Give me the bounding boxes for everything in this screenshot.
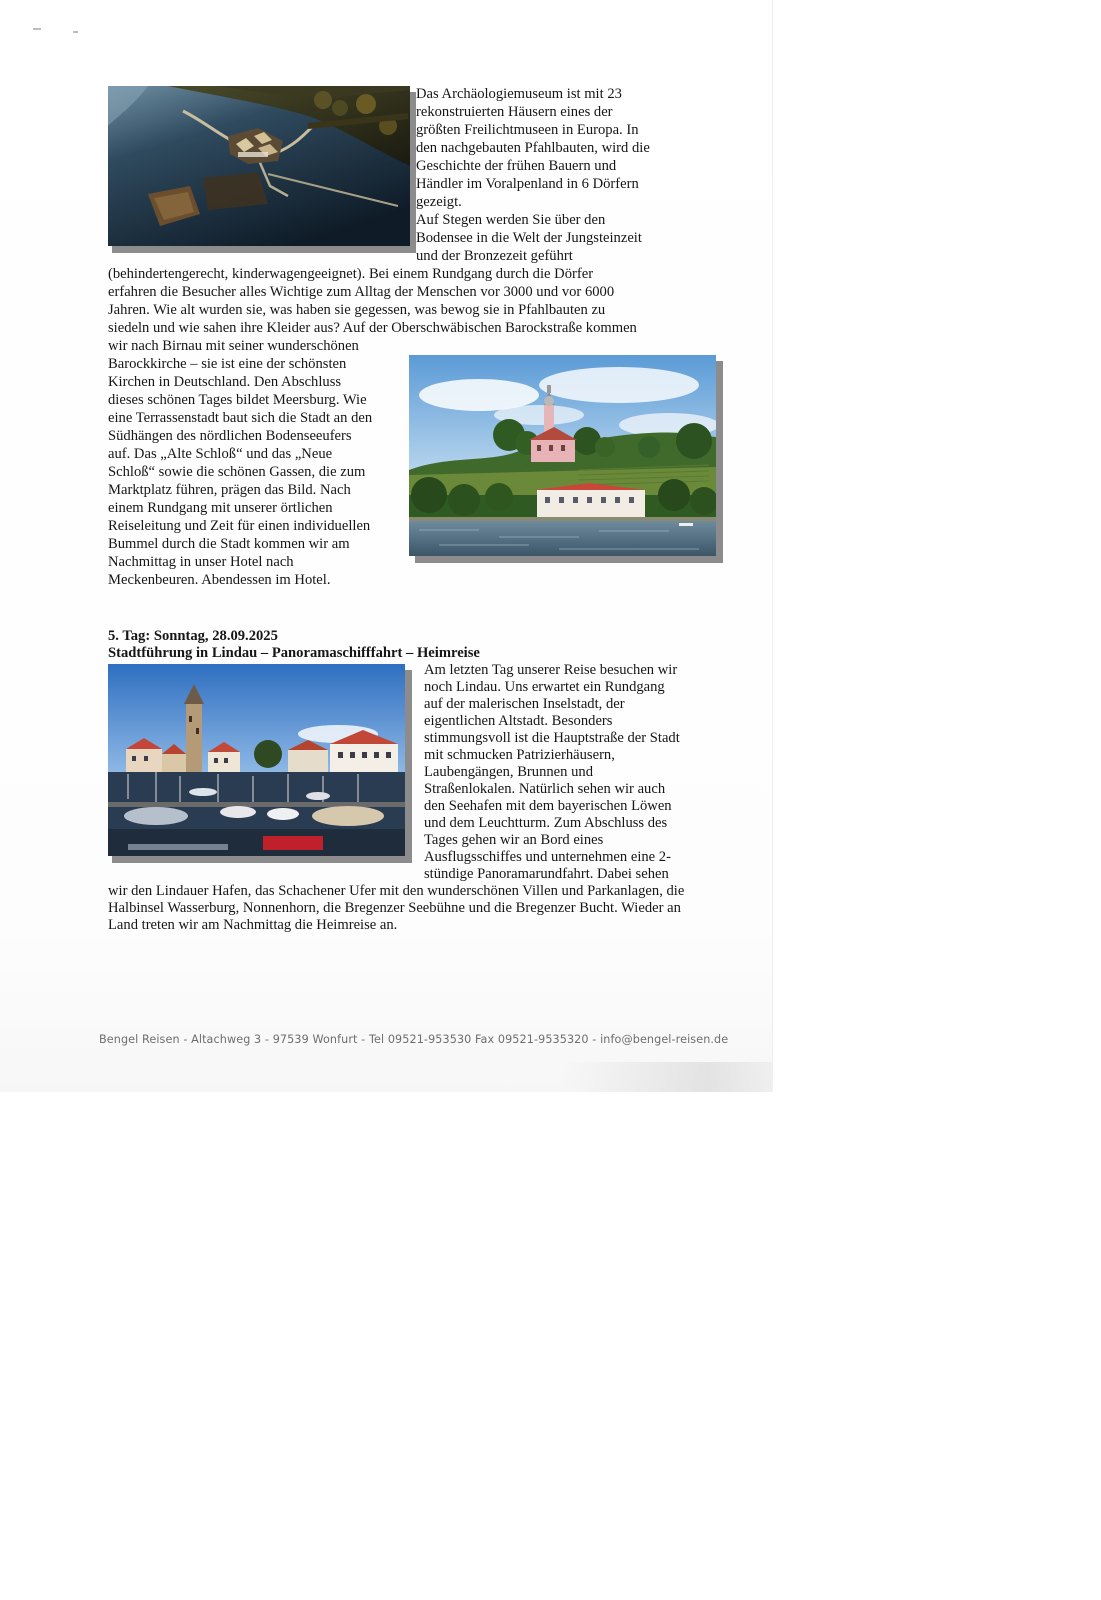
- scan-mark: [33, 28, 41, 30]
- birnau-text-line: Kirchen in Deutschland. Den Abschluss: [108, 374, 342, 390]
- museum-text-full-line: erfahren die Besucher alles Wichtige zum Alltag der Menschen vor 3000 und vor 6000: [108, 284, 615, 300]
- birnau-text-line: wir nach Birnau mit seiner wunderschönen: [108, 338, 359, 354]
- photo-shadow: [415, 556, 723, 563]
- day5-text-line: Straßenlokalen. Natürlich sehen wir auch: [424, 781, 666, 797]
- day5-text-line: und dem Leuchtturm. Zum Abschluss des: [424, 815, 668, 831]
- day5-text-line: mit schmucken Patrizierhäusern,: [424, 747, 615, 763]
- museum-text-line: Geschichte der frühen Bauern und: [416, 158, 617, 174]
- birnau-text-line: Barockkirche – sie ist eine der schönsten: [108, 356, 347, 372]
- birnau-text-line: einem Rundgang mit unserer örtlichen: [108, 500, 333, 516]
- day5-text-line: stimmungsvoll ist die Hauptstraße der Stadt: [424, 730, 680, 746]
- birnau-text-line: Schloß“ sowie die schönen Gassen, die zum: [108, 464, 366, 480]
- museum-text-line: rekonstruierten Häusern eines der: [416, 104, 613, 120]
- photo-shadow: [112, 856, 412, 863]
- day5-text-line: den Seehafen mit dem bayerischen Löwen: [424, 798, 672, 814]
- museum-text-line: größten Freilichtmuseen in Europa. In: [416, 122, 639, 138]
- birnau-text-line: Marktplatz führen, prägen das Bild. Nach: [108, 482, 351, 498]
- museum-text-full-line: (behindertengerecht, kinderwagengeeignet). Bei einem Rundgang durch die Dörfer: [108, 266, 594, 282]
- footer-contact: Bengel Reisen - Altachweg 3 - 97539 Wonfurt - Tel 09521-953530 Fax 09521-9535320 - info@bengel-reisen.de: [99, 1033, 729, 1046]
- museum-text-full-line: siedeln und wie sahen ihre Kleider aus? Auf der Oberschwäbischen Barockstraße kommen: [108, 320, 637, 336]
- day5-text-line: Ausflugsschiffes und unternehmen eine 2-: [424, 849, 671, 865]
- photo-shadow: [716, 361, 723, 563]
- birnau-text-line: auf. Das „Alte Schloß“ und das „Neue: [108, 446, 333, 462]
- birnau-text-line: dieses schönen Tages bildet Meersburg. Wie: [108, 392, 367, 408]
- day5-text-full-line: wir den Lindauer Hafen, das Schachener Ufer mit den wunderschönen Villen und Parkanlagen, die: [108, 883, 685, 899]
- museum-text-line: Händler im Voralpenland in 6 Dörfern: [416, 176, 639, 192]
- museum-text-line: Bodensee in die Welt der Jungsteinzeit: [416, 230, 642, 246]
- day5-text-line: Am letzten Tag unserer Reise besuchen wir: [424, 662, 678, 678]
- museum-text-full-line: Jahren. Wie alt wurden sie, was haben sie gegessen, was bewog sie in Pfahlbauten zu: [108, 302, 606, 318]
- day5-text-line: noch Lindau. Uns erwartet ein Rundgang: [424, 679, 665, 695]
- lindau-photo: [108, 664, 405, 856]
- birnau-text-line: Bummel durch die Stadt kommen wir am: [108, 536, 350, 552]
- birnau-text-line: eine Terrassenstadt baut sich die Stadt an den: [108, 410, 373, 426]
- birnau-text-line: Südhängen des nördlichen Bodenseeufers: [108, 428, 352, 444]
- photo-shadow: [405, 670, 412, 863]
- photo-shadow: [112, 245, 416, 253]
- day5-text-line: eigentlichen Altstadt. Besonders: [424, 713, 613, 729]
- museum-text-line: Auf Stegen werden Sie über den: [416, 212, 606, 228]
- birnau-photo: [409, 355, 716, 556]
- day5-text-full-line: Land treten wir am Nachmittag die Heimreise an.: [108, 917, 398, 933]
- day5-subheading: Stadtführung in Lindau – Panoramaschifffahrt – Heimreise: [108, 645, 480, 661]
- birnau-text-line: Nachmittag in unser Hotel nach: [108, 554, 294, 570]
- scan-mark: [73, 31, 78, 33]
- museum-text-line: und der Bronzezeit geführt: [416, 248, 573, 264]
- day5-text-line: Laubengängen, Brunnen und: [424, 764, 593, 780]
- day5-heading: 5. Tag: Sonntag, 28.09.2025: [108, 628, 278, 644]
- birnau-text-line: Meckenbeuren. Abendessen im Hotel.: [108, 572, 331, 588]
- museum-text-line: gezeigt.: [416, 194, 462, 210]
- birnau-text-line: Reiseleitung und Zeit für einen individuellen: [108, 518, 371, 534]
- day5-text-line: stündige Panoramarundfahrt. Dabei sehen: [424, 866, 669, 882]
- day5-text-line: auf der malerischen Inselstadt, der: [424, 696, 625, 712]
- day5-text-full-line: Halbinsel Wasserburg, Nonnenhorn, die Bregenzer Seebühne und die Bregenzer Bucht. Wieder an: [108, 900, 681, 916]
- museum-text-line: den nachgebauten Pfahlbauten, wird die: [416, 140, 650, 156]
- pfahlbauten-photo: [108, 86, 410, 246]
- museum-text-line: Das Archäologiemuseum ist mit 23: [416, 86, 622, 102]
- scan-shadow: [560, 1062, 772, 1092]
- day5-text-line: Tages gehen wir an Bord eines: [424, 832, 604, 848]
